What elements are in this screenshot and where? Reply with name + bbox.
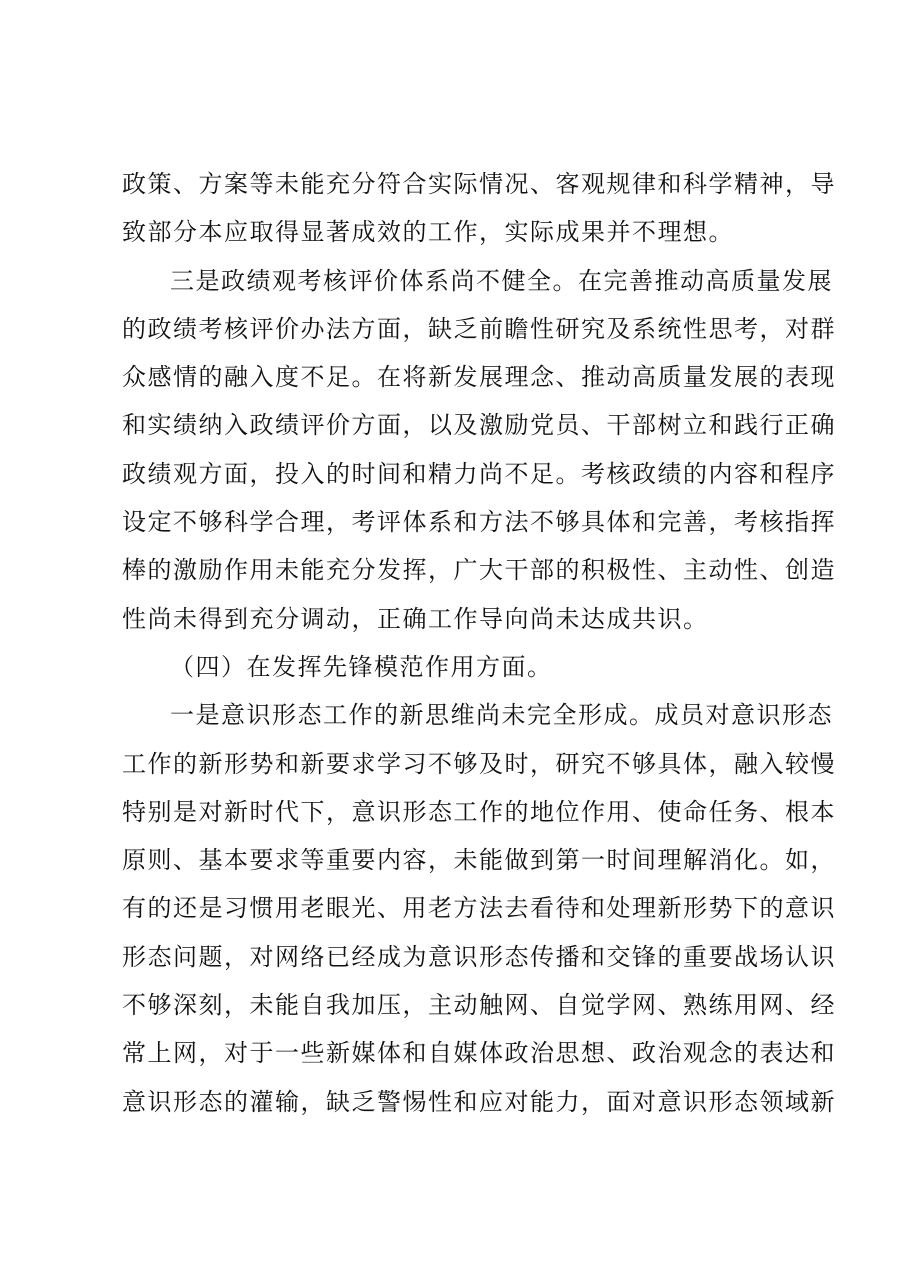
text-line: 和实绩纳入政绩评价方面，以及激励党员、干部树立和践行正确 [122, 411, 836, 440]
text-line: 有的还是习惯用老眼光、用老方法去看待和处理新形势下的意识 [122, 894, 836, 923]
document-body [122, 160, 836, 1126]
text-line: 性尚未得到充分调动，正确工作导向尚未达成共识。 [122, 604, 709, 633]
text-line: 特别是对新时代下，意识形态工作的地位作用、使命任务、根本 [122, 797, 836, 826]
paragraph-first-line: 一是意识形态工作的新思维尚未完全形成。成员对意识形态 [170, 701, 833, 730]
text-line: 致部分本应取得显著成效的工作，实际成果并不理想。 [122, 218, 734, 247]
text-line: 工作的新形势和新要求学习不够及时，研究不够具体，融入较慢 [122, 749, 836, 778]
text-line: 政绩观方面，投入的时间和精力尚不足。考核政绩的内容和程序 [122, 459, 836, 488]
text-line: 形态问题，对网络已经成为意识形态传播和交锋的重要战场认识 [122, 942, 836, 971]
text-line: 政策、方案等未能充分符合实际情况、客观规律和科学精神，导 [122, 170, 836, 198]
text-line: 原则、基本要求等重要内容，未能做到第一时间理解消化。如， [122, 846, 836, 875]
text-line: 棒的激励作用未能充分发挥，广大干部的积极性、主动性、创造 [122, 556, 836, 585]
text-line: 众感情的融入度不足。在将新发展理念、推动高质量发展的表现 [122, 363, 836, 392]
text-line: 意识形态的灌输，缺乏警惕性和应对能力，面对意识形态领域新 [122, 1087, 836, 1116]
text-line: 常上网，对于一些新媒体和自媒体政治思想、政治观念的表达和 [122, 1039, 836, 1068]
section-heading: （四）在发挥先锋模范作用方面。 [170, 652, 553, 681]
text-line: 设定不够科学合理，考评体系和方法不够具体和完善，考核指挥 [122, 508, 836, 537]
text-line: 的政绩考核评价办法方面，缺乏前瞻性研究及系统性思考，对群 [122, 314, 836, 343]
paragraph-first-line: 三是政绩观考核评价体系尚不健全。在完善推动高质量发展 [170, 266, 833, 295]
text-line: 不够深刻，未能自我加压，主动触网、自觉学网、熟练用网、经 [122, 991, 836, 1020]
